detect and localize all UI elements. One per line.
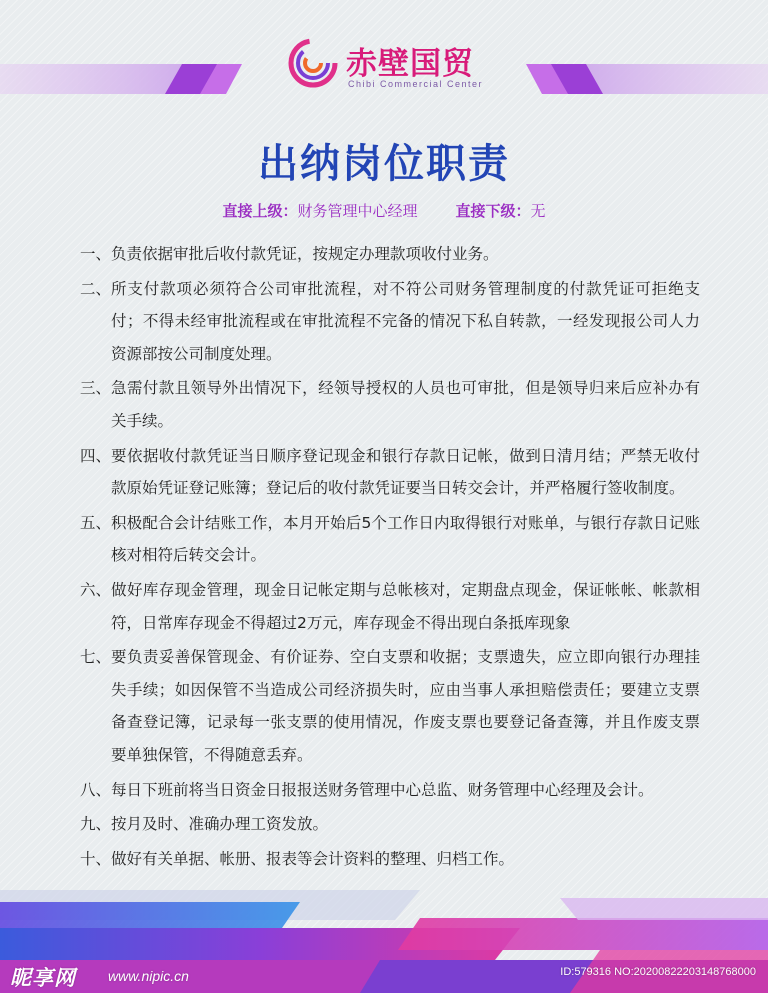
- duty-item: [80, 574, 700, 639]
- duty-item: [80, 440, 700, 505]
- logo-name-cn: 赤壁国贸: [346, 46, 474, 82]
- duty-text: 做好有关单据、帐册、报表等会计资料的整理、归档工作。: [111, 849, 515, 868]
- duty-text: 做好库存现金管理，现金日记帐定期与总帐核对，定期盘点现金，保证帐帐、帐款相符，日常库存现金不得超过2万元，库存现金不得出现白条抵库现象: [111, 580, 700, 632]
- duty-text: 急需付款且领导外出情况下，经领导授权的人员也可审批，但是领导归来后应补办有关手续。: [111, 379, 700, 430]
- duty-number: 六、: [80, 580, 112, 599]
- duty-item: [80, 238, 700, 271]
- duty-text: 所支付款项必须符合公司审批流程，对不符公司财务管理制度的付款凭证可拒绝支付；不得未经审批流程或在审批流程不完备的情况下私自转款，一经发现报公司人力资源部按公司制度处理。: [111, 279, 700, 363]
- duty-number: 二、: [80, 279, 112, 298]
- swirl-logo-icon: [288, 38, 338, 88]
- duty-text: 每日下班前将当日资金日报报送财务管理中心总监、财务管理中心经理及会计。: [111, 780, 654, 799]
- duty-number: 八、: [80, 780, 112, 799]
- superior-label: 直接上级：: [222, 202, 298, 220]
- reporting-line: [0, 200, 768, 221]
- duty-number: 五、: [80, 513, 112, 532]
- duty-number: 三、: [80, 379, 112, 398]
- top-left-decorative-band: [0, 64, 250, 94]
- watermark-site-logo: 昵享网: [10, 966, 76, 990]
- duty-number: 七、: [80, 648, 112, 667]
- top-right-decorative-band: [518, 64, 768, 94]
- duty-item: [80, 273, 700, 371]
- duty-text: 要负责妥善保管现金、有价证券、空白支票和收据；支票遗失，应立即向银行办理挂失手续；如因保管不当造成公司经济损失时，应由当事人承担赔偿责任；要建立支票备查登记簿，记录每一张支票的使用情况，作废支票也要登记备查簿，并且作废支票要单独保管，不得随意丢弃。: [111, 648, 700, 764]
- logo-name-en: Chibi Commercial Center: [348, 79, 484, 89]
- duty-number: 一、: [80, 245, 112, 263]
- watermark-url: www.nipic.cn: [108, 968, 189, 984]
- duty-item: [80, 507, 700, 572]
- duty-item: [80, 808, 700, 841]
- duty-item: [80, 372, 700, 437]
- superior-value: 财务管理中心经理: [297, 202, 418, 220]
- page-title: 出纳岗位职责: [258, 141, 510, 187]
- duty-text: 要依据收付款凭证当日顺序登记现金和银行存款日记帐，做到日清月结；严禁无收付款原始凭证登记账簿；登记后的收付款凭证要当日转交会计，并严格履行签收制度。: [111, 446, 700, 498]
- duties-list: [80, 238, 700, 877]
- duty-text: 积极配合会计结账工作，本月开始后5个工作日内取得银行对账单，与银行存款日记账核对相符后转交会计。: [111, 513, 700, 565]
- watermark-id: ID:579316 NO:20200822203148768000: [560, 966, 756, 978]
- brand-logo: [288, 36, 488, 96]
- duty-item: [80, 641, 700, 771]
- duty-item: [80, 843, 700, 876]
- duty-item: [80, 774, 700, 807]
- duty-number: 四、: [80, 446, 112, 465]
- duty-number: 九、: [80, 815, 112, 834]
- duty-text: 按月及时、准确办理工资发放。: [111, 815, 329, 834]
- duty-text: 负责依据审批后收付款凭证，按规定办理款项收付业务。: [111, 245, 499, 263]
- duty-number: 十、: [80, 849, 112, 868]
- subordinate-label: 直接下级：: [455, 202, 531, 220]
- subordinate-value: 无: [530, 202, 546, 220]
